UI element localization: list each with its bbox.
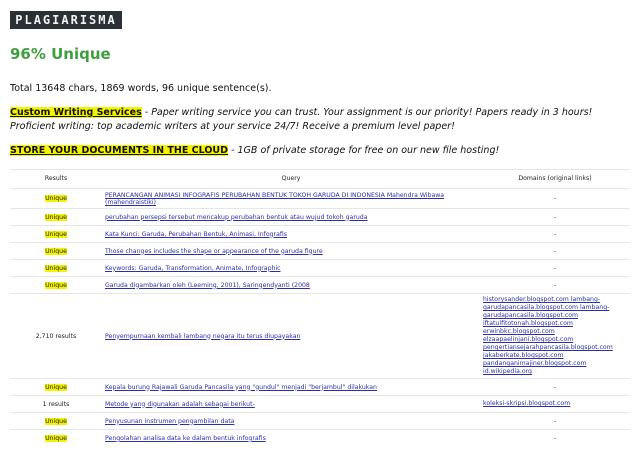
query-cell [102,189,480,209]
header-domains: Domains (original links) [518,175,592,182]
table-row [10,430,630,447]
result-status: 1 results [42,400,70,408]
promo-cloud-description: - 1GB of private storage for free on our new file hosting! [228,145,500,156]
result-status: Unique [45,434,67,442]
promo-cloud-storage [10,144,630,158]
result-status: Unique [45,247,67,255]
promo-writing-services [10,106,630,134]
promo-writing-description: - Paper writing service you can trust. Your assignment is our priority! Papers ready in 3 hours! Proficient writing: top academic writers at your service 24/7! Receive a premium level paper! [10,107,593,132]
table-row [10,243,630,260]
query-cell [102,260,480,277]
result-status: Unique [45,213,67,221]
result-cell [10,260,102,277]
domain-links: - [553,281,557,289]
result-cell [10,209,102,226]
domain-links: - [553,264,557,272]
uniqueness-score: 96% Unique [10,45,111,63]
table-row [10,396,630,413]
result-status: Unique [45,281,67,289]
query-cell [102,277,480,294]
domains-cell [480,226,630,243]
domain-links[interactable]: koleksi-skripsi.blogspot.com [483,400,571,407]
domains-cell [480,243,630,260]
query-cell [102,209,480,226]
result-status: Unique [45,264,67,272]
domain-links: - [553,247,557,255]
query-cell [102,396,480,413]
domains-cell [480,189,630,209]
result-cell [10,396,102,413]
domains-cell [480,294,630,379]
domain-links: - [553,195,557,202]
result-cell [10,294,102,379]
domain-links: - [553,213,557,221]
domains-cell [480,413,630,430]
query-cell [102,413,480,430]
table-row [10,413,630,430]
result-cell [10,243,102,260]
table-row [10,260,630,277]
table-row [10,277,630,294]
result-status: 2,710 results [35,332,77,340]
query-cell [102,430,480,447]
custom-writing-services-link[interactable]: Custom Writing Services [10,107,142,118]
query-link[interactable]: Kata Kunci: Garuda, Perubahan Bentuk, Animasi, Infografis [105,230,287,238]
query-link[interactable]: Garuda digambarkan oleh (Leeming, 2001), Saringendyanti (2008 [105,281,310,289]
result-status: Unique [45,417,67,425]
query-link[interactable]: Penyempurnaan kembali lambang negara itu terus diupayakan [105,332,301,340]
table-row [10,294,630,379]
results-table-header [10,169,630,189]
domain-links: - [553,383,557,391]
domain-links: - [553,434,557,442]
result-status: Unique [45,195,67,202]
domain-links: - [553,417,557,425]
result-cell [10,226,102,243]
table-row [10,189,630,209]
query-link[interactable]: Those changes includes the shape or appearance of the garuda figure [105,247,323,255]
domains-cell [480,209,630,226]
domains-cell [480,379,630,396]
domain-links: - [553,230,557,238]
result-cell [10,189,102,209]
domains-cell [480,260,630,277]
domains-cell [480,277,630,294]
query-cell [102,379,480,396]
result-status: Unique [45,230,67,238]
result-cell [10,379,102,396]
result-cell [10,413,102,430]
domains-cell [480,430,630,447]
result-cell [10,430,102,447]
store-documents-cloud-link[interactable]: STORE YOUR DOCUMENTS IN THE CLOUD [10,145,229,156]
query-cell [102,226,480,243]
plagiarisma-logo[interactable]: PLAGIARISMA [10,11,122,29]
query-link[interactable]: perubahan persepsi tersebut mencakup perubahan bentuk atau wujud tokoh garuda [105,213,368,221]
query-link[interactable]: Kepala burung Rajawali Garuda Pancasila yang "gundul" menjadi "berjambul" dilakukan [105,383,377,391]
query-link[interactable]: Pengolahan analisa data ke dalam bentuk infografis [105,434,266,442]
result-status: Unique [45,383,67,391]
query-cell [102,243,480,260]
query-link[interactable]: PERANCANGAN ANIMASI INFOGRAFIS PERUBAHAN BENTUK TOKOH GARUDA DI INDONESIA Mahendra Wibawa (mahendraistiki) [105,191,445,206]
table-row [10,226,630,243]
domain-links[interactable]: historysander.blogspot.com lambang-garudapancasila.blogspot.com lambang-garudapancasila.blogspot.com iftatulfitotonah.blogspot.com erwinbkc.blogspot.com elzaapaelinjani.blogspot.com pengertiansejarahpancasila.blogspot.com jakaberkate.blogspot.com pandanganimajiner.blogspot.com id.wikipedia.org [483,296,613,375]
query-link[interactable]: Keywords: Garuda, Transformation, Animate, Infographic [105,264,281,272]
query-cell [102,294,480,379]
result-cell [10,277,102,294]
header-query: Query [281,175,301,182]
results-table [10,169,630,447]
query-link[interactable]: Metode yang digunakan adalah sebagai berikut- [105,400,255,408]
domains-cell [480,396,630,413]
table-row [10,209,630,226]
table-row [10,379,630,396]
text-totals: Total 13648 chars, 1869 words, 96 unique sentence(s). [10,83,272,94]
header-results: Results [44,175,68,182]
query-link[interactable]: Penyusunan instrumen pengambilan data [105,417,235,425]
